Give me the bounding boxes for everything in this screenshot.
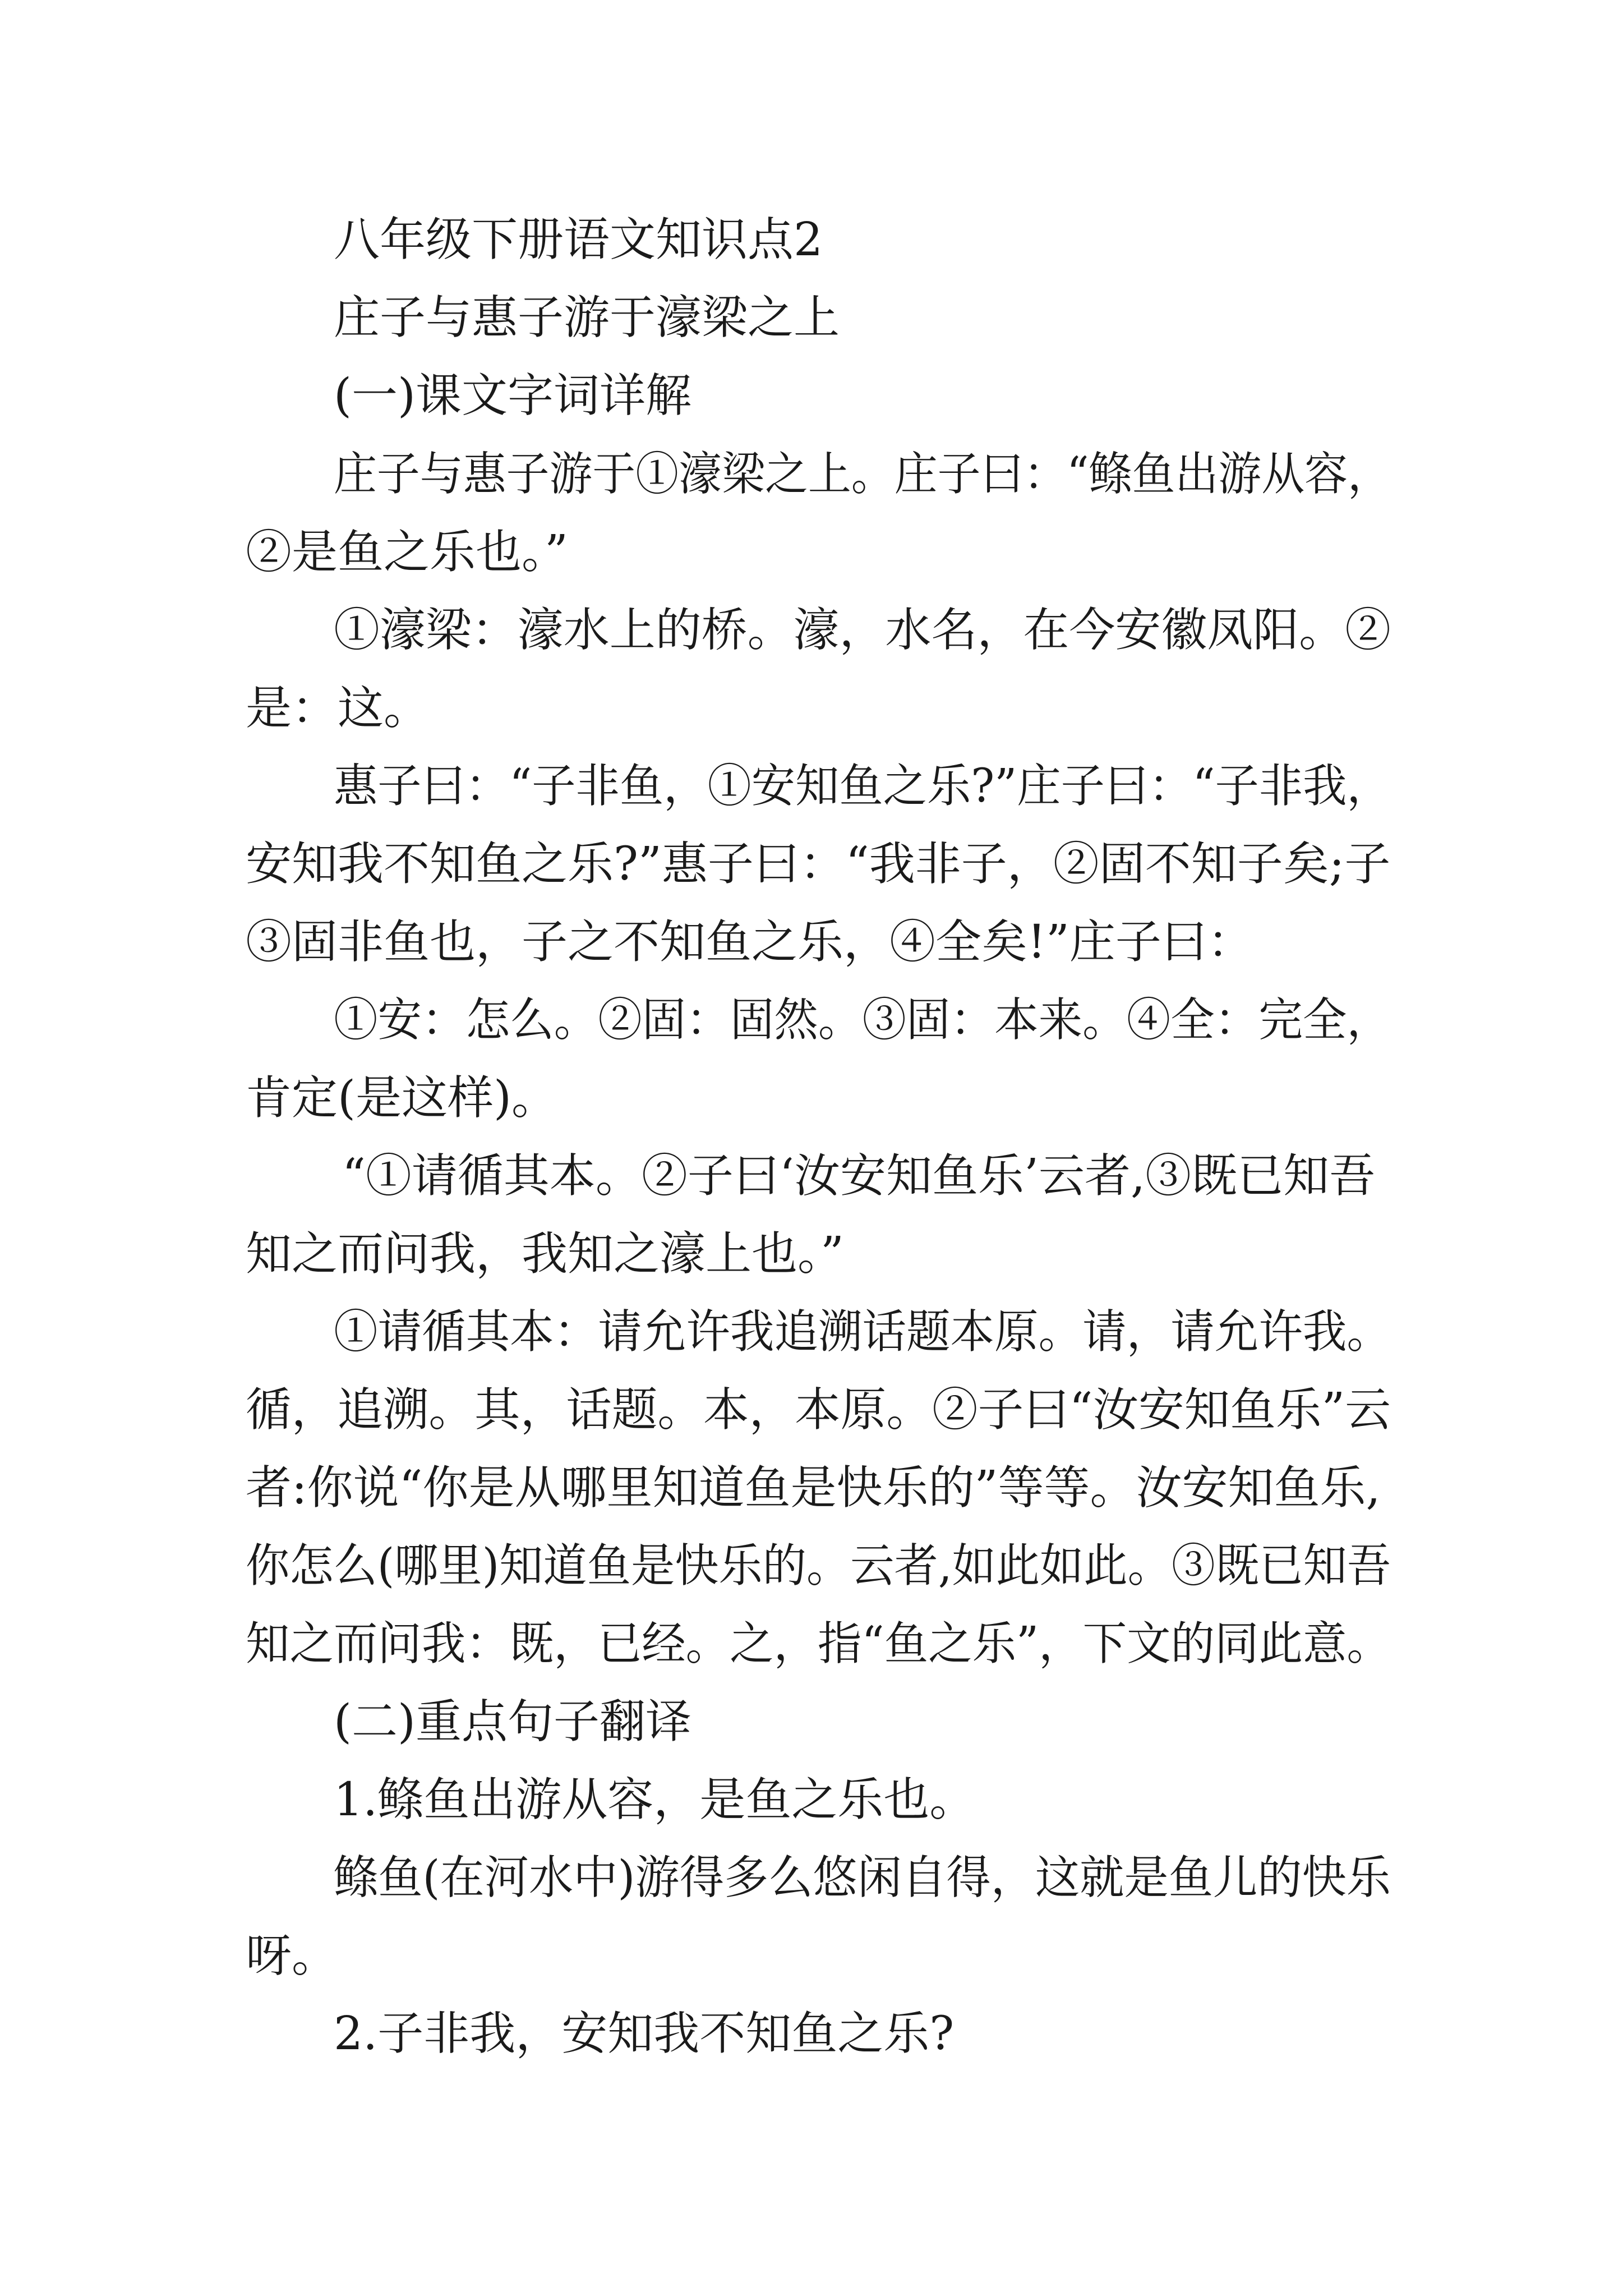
text-line: 安知我不知鱼之乐?”惠子曰：“我非子，②固不知子矣;子 [246, 838, 1391, 891]
text-line: 是：这。 [246, 682, 430, 735]
text-line: 2.子非我，安知我不知鱼之乐? [334, 2007, 955, 2060]
text-line: ①濠梁：濠水上的桥。濠，水名，在今安徽凤阳。② [334, 604, 1391, 657]
document-title: 八年级下册语文知识点2 [334, 213, 823, 266]
text-line: 鲦鱼(在河水中)游得多么悠闲自得，这就是鱼儿的快乐 [334, 1851, 1391, 1904]
text-line: 者:你说“你是从哪里知道鱼是快乐的”等等。汝安知鱼乐, [246, 1461, 1381, 1515]
text-line: ③固非鱼也，子之不知鱼之乐，④全矣!”庄子曰： [246, 915, 1253, 969]
text-line: 知之而问我，我知之濠上也。” [246, 1227, 844, 1281]
text-line: 肯定(是这样)。 [246, 1071, 557, 1125]
section-heading: (二)重点句子翻译 [334, 1695, 691, 1749]
text-line: ②是鱼之乐也。” [246, 526, 568, 579]
text-line: 1.鲦鱼出游从容，是鱼之乐也。 [334, 1773, 976, 1826]
text-line: “①请循其本。②子曰‘汝安知鱼乐’云者,③既已知吾 [342, 1149, 1376, 1203]
text-line: 庄子与惠子游于①濠梁之上。庄子曰：“鲦鱼出游从容， [334, 448, 1391, 501]
section-heading: (一)课文字词详解 [334, 369, 691, 422]
text-line: 惠子曰：“子非鱼，①安知鱼之乐?”庄子曰：“子非我， [334, 760, 1391, 813]
text-line: 呀。 [246, 1929, 338, 1982]
text-line: 你怎么(哪里)知道鱼是快乐的。云者,如此如此。③既已知吾 [246, 1539, 1391, 1593]
text-line: 知之而问我：既，已经。之，指“鱼之乐”，下文的同此意。 [246, 1617, 1391, 1671]
text-line: 循，追溯。其，话题。本，本原。②子曰“汝安知鱼乐”云 [246, 1383, 1391, 1437]
text-line: ①请循其本：请允许我追溯话题本原。请，请允许我。 [334, 1305, 1391, 1359]
text-line: ①安：怎么。②固：固然。③固：本来。④全：完全， [334, 993, 1391, 1047]
lesson-title: 庄子与惠子游于濠梁之上 [334, 291, 840, 344]
